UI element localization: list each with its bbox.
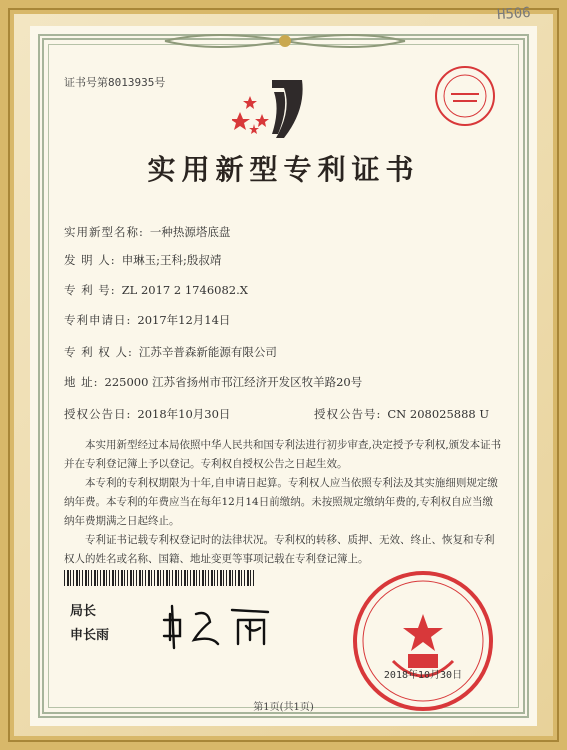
field-value: ZL 2017 2 1746082.X (121, 283, 248, 297)
certificate-body (64, 436, 502, 569)
director-title: 局长 (70, 604, 97, 619)
field-label: 专 利 号: (64, 283, 116, 297)
body-paragraph: 本专利的专利权期限为十年,自申请日起算。专利权人应当依照专利法及其实施细则规定缴纳年费。本专利的年费应当在每年12月14日前缴纳。未按照规定缴纳年费的,专利权自应当缴纳年费期满之日起终止。 (64, 477, 498, 527)
field-grant-number (314, 406, 489, 422)
official-seal-icon (348, 566, 498, 716)
field-label: 专利申请日: (64, 313, 132, 327)
page-number: 第1页(共1页) (253, 702, 314, 713)
certificate-title: 实用新型专利证书 (147, 153, 420, 186)
field-label: 发 明 人: (64, 253, 116, 267)
field-label: 授权公告日: (64, 407, 132, 421)
field-value: 2018年10月30日 (137, 407, 231, 421)
field-patentee (64, 344, 277, 360)
field-label: 地 址: (64, 375, 99, 389)
field-value: 225000 江苏省扬州市邗江经济开发区牧羊路20号 (104, 375, 363, 389)
field-value: CN 208025888 U (387, 407, 490, 421)
field-value: 一种热源塔底盘 (149, 225, 231, 239)
field-label: 专 利 权 人: (64, 345, 133, 359)
field-value: 2017年12月14日 (137, 313, 231, 327)
director-signature-icon (160, 600, 290, 652)
field-name (64, 224, 230, 240)
director-name: 申长雨 (70, 628, 110, 643)
body-paragraph: 专利证书记载专利权登记时的法律状况。专利权的转移、质押、无效、终止、恢复和专利权人的姓名或名称、国籍、地址变更等事项记载在专利登记簿上。 (64, 534, 495, 565)
field-patent-number (64, 282, 248, 298)
certificate-paper (30, 4, 537, 726)
field-value: 江苏辛普森新能源有限公司 (138, 345, 277, 359)
handwritten-note: H506 (496, 4, 532, 24)
patent-office-logo-icon (232, 74, 312, 146)
field-grant-date (64, 406, 230, 422)
field-address (64, 374, 362, 390)
field-label: 授权公告号: (314, 407, 382, 421)
field-application-date (64, 312, 230, 328)
top-ornament-icon (155, 29, 415, 53)
seal-date: 2018年10月30日 (383, 670, 463, 681)
field-value: 申琳玉;王科;殷叔靖 (121, 253, 222, 267)
office-seal-icon (433, 64, 497, 128)
field-label: 实用新型名称: (64, 225, 144, 239)
body-paragraph: 本实用新型经过本局依照中华人民共和国专利法进行初步审查,决定授予专利权,颁发本证书并在专利登记簿上予以登记。专利权自授权公告之日起生效。 (64, 439, 502, 470)
barcode (64, 570, 254, 586)
field-inventors (64, 252, 221, 268)
certificate-number: 证书号第8013935号 (64, 76, 166, 89)
